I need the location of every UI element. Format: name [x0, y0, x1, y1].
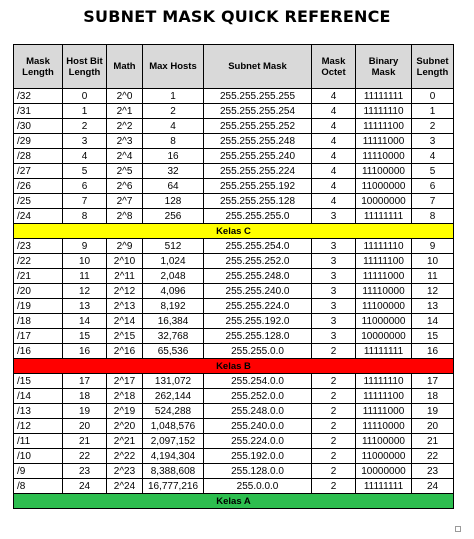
- table-row: [14, 194, 454, 209]
- cell-mask-octet: 3: [312, 314, 356, 329]
- cell-mask-octet: 2: [312, 389, 356, 404]
- cell-mask-octet: 4: [312, 164, 356, 179]
- cell-mask-octet: 3: [312, 239, 356, 254]
- cell-mask-octet: 4: [312, 149, 356, 164]
- cell-math: 2^8: [107, 209, 143, 224]
- cell-math: 2^20: [107, 419, 143, 434]
- cell-mask-octet: 2: [312, 404, 356, 419]
- cell-subnet-length: 7: [412, 194, 454, 209]
- column-header-mask-octet: Mask Octet: [312, 45, 356, 89]
- column-header-mask-length: Mask Length: [14, 45, 63, 89]
- column-header-math: Math: [107, 45, 143, 89]
- cell-max-hosts: 8,192: [143, 299, 204, 314]
- cell-subnet-mask: 255.252.0.0: [204, 389, 312, 404]
- column-header-subnet-length: Subnet Length: [412, 45, 454, 89]
- cell-host-bit-length: 14: [63, 314, 107, 329]
- column-header-subnet-mask: Subnet Mask: [204, 45, 312, 89]
- cell-subnet-length: 12: [412, 284, 454, 299]
- cell-host-bit-length: 1: [63, 104, 107, 119]
- cell-mask-length: /27: [14, 164, 63, 179]
- cell-binary-mask: 11111000: [356, 269, 412, 284]
- cell-subnet-mask: 255.255.240.0: [204, 284, 312, 299]
- cell-mask-octet: 4: [312, 134, 356, 149]
- cell-subnet-mask: 255.255.255.255: [204, 89, 312, 104]
- cell-host-bit-length: 5: [63, 164, 107, 179]
- cell-subnet-mask: 255.255.255.254: [204, 104, 312, 119]
- cell-subnet-length: 0: [412, 89, 454, 104]
- table-row: [14, 134, 454, 149]
- cell-host-bit-length: 21: [63, 434, 107, 449]
- cell-subnet-mask: 255.255.255.224: [204, 164, 312, 179]
- cell-subnet-mask: 255.192.0.0: [204, 449, 312, 464]
- cell-mask-length: /23: [14, 239, 63, 254]
- cell-binary-mask: 11111000: [356, 134, 412, 149]
- cell-max-hosts: 2,097,152: [143, 434, 204, 449]
- table-row: [14, 89, 454, 104]
- cell-max-hosts: 64: [143, 179, 204, 194]
- cell-binary-mask: 11111110: [356, 239, 412, 254]
- cell-host-bit-length: 16: [63, 344, 107, 359]
- cell-subnet-mask: 255.255.255.0: [204, 209, 312, 224]
- cell-mask-octet: 2: [312, 419, 356, 434]
- cell-subnet-length: 10: [412, 254, 454, 269]
- cell-binary-mask: 11100000: [356, 299, 412, 314]
- cell-binary-mask: 10000000: [356, 194, 412, 209]
- cell-mask-length: /21: [14, 269, 63, 284]
- cell-max-hosts: 1,048,576: [143, 419, 204, 434]
- cell-mask-length: /31: [14, 104, 63, 119]
- cell-subnet-mask: 255.255.252.0: [204, 254, 312, 269]
- cell-mask-length: /15: [14, 374, 63, 389]
- table-row: [14, 104, 454, 119]
- table-row: [14, 269, 454, 284]
- cell-host-bit-length: 0: [63, 89, 107, 104]
- cell-mask-length: /12: [14, 419, 63, 434]
- cell-math: 2^15: [107, 329, 143, 344]
- class-separator-row: [14, 494, 454, 509]
- cell-subnet-length: 3: [412, 134, 454, 149]
- cell-mask-octet: 2: [312, 374, 356, 389]
- cell-mask-length: /24: [14, 209, 63, 224]
- cell-mask-octet: 2: [312, 464, 356, 479]
- cell-math: 2^13: [107, 299, 143, 314]
- cell-max-hosts: 524,288: [143, 404, 204, 419]
- cell-subnet-mask: 255.255.255.248: [204, 134, 312, 149]
- table-row: [14, 284, 454, 299]
- class-label: Kelas A: [14, 494, 454, 509]
- cell-host-bit-length: 6: [63, 179, 107, 194]
- cell-mask-octet: 3: [312, 299, 356, 314]
- cell-host-bit-length: 8: [63, 209, 107, 224]
- cell-mask-length: /10: [14, 449, 63, 464]
- cell-max-hosts: 8,388,608: [143, 464, 204, 479]
- class-label: Kelas C: [14, 224, 454, 239]
- cell-mask-octet: 3: [312, 269, 356, 284]
- cell-subnet-length: 17: [412, 374, 454, 389]
- cell-math: 2^6: [107, 179, 143, 194]
- cell-math: 2^10: [107, 254, 143, 269]
- cell-max-hosts: 32,768: [143, 329, 204, 344]
- cell-max-hosts: 1: [143, 89, 204, 104]
- table-row: [14, 239, 454, 254]
- cell-binary-mask: 11111100: [356, 254, 412, 269]
- cell-subnet-length: 9: [412, 239, 454, 254]
- cell-math: 2^7: [107, 194, 143, 209]
- cell-math: 2^16: [107, 344, 143, 359]
- cell-mask-length: /8: [14, 479, 63, 494]
- cell-math: 2^22: [107, 449, 143, 464]
- cell-host-bit-length: 20: [63, 419, 107, 434]
- cell-subnet-mask: 255.255.254.0: [204, 239, 312, 254]
- cell-mask-length: /11: [14, 434, 63, 449]
- table-row: [14, 209, 454, 224]
- cell-binary-mask: 11111111: [356, 89, 412, 104]
- cell-host-bit-length: 19: [63, 404, 107, 419]
- table-row: [14, 119, 454, 134]
- cell-binary-mask: 11100000: [356, 164, 412, 179]
- cell-subnet-mask: 255.255.255.192: [204, 179, 312, 194]
- cell-binary-mask: 11111110: [356, 374, 412, 389]
- cell-mask-length: /25: [14, 194, 63, 209]
- cell-mask-length: /32: [14, 89, 63, 104]
- cell-subnet-mask: 255.254.0.0: [204, 374, 312, 389]
- table-row: [14, 389, 454, 404]
- cell-binary-mask: 11111100: [356, 119, 412, 134]
- cell-mask-length: /13: [14, 404, 63, 419]
- cell-subnet-length: 15: [412, 329, 454, 344]
- table-row: [14, 344, 454, 359]
- cell-mask-length: /30: [14, 119, 63, 134]
- cell-mask-octet: 3: [312, 329, 356, 344]
- table-row: [14, 374, 454, 389]
- cell-mask-length: /28: [14, 149, 63, 164]
- table-row: [14, 149, 454, 164]
- cell-host-bit-length: 3: [63, 134, 107, 149]
- cell-mask-octet: 4: [312, 119, 356, 134]
- page-corner-marker: [455, 526, 461, 532]
- cell-binary-mask: 11110000: [356, 149, 412, 164]
- cell-mask-octet: 3: [312, 209, 356, 224]
- cell-host-bit-length: 22: [63, 449, 107, 464]
- cell-subnet-length: 21: [412, 434, 454, 449]
- cell-math: 2^3: [107, 134, 143, 149]
- table-row: [14, 419, 454, 434]
- cell-host-bit-length: 12: [63, 284, 107, 299]
- cell-binary-mask: 11100000: [356, 434, 412, 449]
- cell-math: 2^1: [107, 104, 143, 119]
- class-separator-row: [14, 359, 454, 374]
- cell-host-bit-length: 10: [63, 254, 107, 269]
- cell-math: 2^18: [107, 389, 143, 404]
- cell-binary-mask: 11111000: [356, 404, 412, 419]
- cell-max-hosts: 16,384: [143, 314, 204, 329]
- cell-binary-mask: 11000000: [356, 179, 412, 194]
- cell-subnet-mask: 255.128.0.0: [204, 464, 312, 479]
- column-header-max-hosts: Max Hosts: [143, 45, 204, 89]
- cell-max-hosts: 65,536: [143, 344, 204, 359]
- cell-max-hosts: 32: [143, 164, 204, 179]
- cell-binary-mask: 11000000: [356, 449, 412, 464]
- cell-binary-mask: 10000000: [356, 329, 412, 344]
- cell-subnet-length: 24: [412, 479, 454, 494]
- cell-host-bit-length: 9: [63, 239, 107, 254]
- table-row: [14, 404, 454, 419]
- cell-max-hosts: 128: [143, 194, 204, 209]
- cell-subnet-mask: 255.255.248.0: [204, 269, 312, 284]
- table-body: [14, 89, 454, 509]
- cell-binary-mask: 11111111: [356, 344, 412, 359]
- table-row: [14, 314, 454, 329]
- cell-mask-length: /14: [14, 389, 63, 404]
- cell-host-bit-length: 2: [63, 119, 107, 134]
- cell-subnet-length: 11: [412, 269, 454, 284]
- cell-mask-length: /19: [14, 299, 63, 314]
- cell-subnet-length: 13: [412, 299, 454, 314]
- cell-subnet-length: 14: [412, 314, 454, 329]
- cell-subnet-mask: 255.255.255.252: [204, 119, 312, 134]
- cell-math: 2^14: [107, 314, 143, 329]
- table-row: [14, 464, 454, 479]
- cell-subnet-mask: 255.255.128.0: [204, 329, 312, 344]
- cell-mask-length: /18: [14, 314, 63, 329]
- table-row: [14, 254, 454, 269]
- cell-mask-octet: 3: [312, 254, 356, 269]
- cell-max-hosts: 16,777,216: [143, 479, 204, 494]
- cell-subnet-length: 8: [412, 209, 454, 224]
- cell-host-bit-length: 15: [63, 329, 107, 344]
- cell-subnet-length: 18: [412, 389, 454, 404]
- column-header-host-bit-length: Host Bit Length: [63, 45, 107, 89]
- cell-subnet-length: 6: [412, 179, 454, 194]
- cell-math: 2^4: [107, 149, 143, 164]
- cell-binary-mask: 11110000: [356, 419, 412, 434]
- cell-math: 2^11: [107, 269, 143, 284]
- cell-subnet-length: 23: [412, 464, 454, 479]
- page-title: SUBNET MASK QUICK REFERENCE: [83, 7, 391, 26]
- cell-subnet-mask: 255.0.0.0: [204, 479, 312, 494]
- cell-max-hosts: 8: [143, 134, 204, 149]
- class-separator-row: [14, 224, 454, 239]
- cell-math: 2^9: [107, 239, 143, 254]
- cell-host-bit-length: 24: [63, 479, 107, 494]
- cell-subnet-length: 5: [412, 164, 454, 179]
- cell-mask-length: /17: [14, 329, 63, 344]
- cell-max-hosts: 512: [143, 239, 204, 254]
- cell-math: 2^17: [107, 374, 143, 389]
- cell-host-bit-length: 18: [63, 389, 107, 404]
- cell-mask-length: /26: [14, 179, 63, 194]
- cell-subnet-mask: 255.255.255.240: [204, 149, 312, 164]
- cell-math: 2^2: [107, 119, 143, 134]
- header-row: [14, 45, 454, 89]
- cell-max-hosts: 1,024: [143, 254, 204, 269]
- cell-mask-octet: 4: [312, 194, 356, 209]
- cell-mask-octet: 2: [312, 344, 356, 359]
- cell-mask-octet: 4: [312, 104, 356, 119]
- cell-host-bit-length: 7: [63, 194, 107, 209]
- cell-mask-length: /16: [14, 344, 63, 359]
- cell-binary-mask: 11000000: [356, 314, 412, 329]
- cell-math: 2^23: [107, 464, 143, 479]
- cell-binary-mask: 11111111: [356, 479, 412, 494]
- cell-max-hosts: 4,096: [143, 284, 204, 299]
- cell-mask-length: /22: [14, 254, 63, 269]
- cell-mask-octet: 4: [312, 179, 356, 194]
- cell-binary-mask: 11111100: [356, 389, 412, 404]
- cell-max-hosts: 262,144: [143, 389, 204, 404]
- cell-mask-octet: 2: [312, 479, 356, 494]
- subnet-reference-table: [13, 44, 454, 509]
- cell-math: 2^19: [107, 404, 143, 419]
- cell-mask-octet: 4: [312, 89, 356, 104]
- cell-subnet-mask: 255.240.0.0: [204, 419, 312, 434]
- cell-max-hosts: 2,048: [143, 269, 204, 284]
- column-header-binary-mask: Binary Mask: [356, 45, 412, 89]
- table-row: [14, 434, 454, 449]
- cell-max-hosts: 16: [143, 149, 204, 164]
- cell-subnet-length: 16: [412, 344, 454, 359]
- cell-mask-length: /29: [14, 134, 63, 149]
- cell-max-hosts: 4: [143, 119, 204, 134]
- cell-math: 2^5: [107, 164, 143, 179]
- cell-subnet-length: 19: [412, 404, 454, 419]
- cell-mask-length: /9: [14, 464, 63, 479]
- cell-math: 2^0: [107, 89, 143, 104]
- table-row: [14, 329, 454, 344]
- cell-host-bit-length: 13: [63, 299, 107, 314]
- table-row: [14, 449, 454, 464]
- cell-math: 2^12: [107, 284, 143, 299]
- cell-binary-mask: 10000000: [356, 464, 412, 479]
- cell-max-hosts: 256: [143, 209, 204, 224]
- cell-subnet-length: 22: [412, 449, 454, 464]
- table-header: [14, 45, 454, 89]
- table-row: [14, 479, 454, 494]
- table-row: [14, 164, 454, 179]
- class-label: Kelas B: [14, 359, 454, 374]
- cell-host-bit-length: 23: [63, 464, 107, 479]
- cell-binary-mask: 11110000: [356, 284, 412, 299]
- cell-subnet-mask: 255.224.0.0: [204, 434, 312, 449]
- cell-mask-octet: 2: [312, 434, 356, 449]
- cell-subnet-length: 20: [412, 419, 454, 434]
- cell-subnet-mask: 255.255.255.128: [204, 194, 312, 209]
- cell-subnet-mask: 255.255.0.0: [204, 344, 312, 359]
- cell-mask-octet: 3: [312, 284, 356, 299]
- cell-mask-length: /20: [14, 284, 63, 299]
- cell-host-bit-length: 17: [63, 374, 107, 389]
- cell-subnet-mask: 255.255.192.0: [204, 314, 312, 329]
- cell-host-bit-length: 4: [63, 149, 107, 164]
- cell-host-bit-length: 11: [63, 269, 107, 284]
- cell-math: 2^24: [107, 479, 143, 494]
- cell-subnet-length: 4: [412, 149, 454, 164]
- cell-math: 2^21: [107, 434, 143, 449]
- cell-subnet-mask: 255.255.224.0: [204, 299, 312, 314]
- table-row: [14, 299, 454, 314]
- cell-mask-octet: 2: [312, 449, 356, 464]
- cell-subnet-mask: 255.248.0.0: [204, 404, 312, 419]
- cell-binary-mask: 11111111: [356, 209, 412, 224]
- cell-subnet-length: 2: [412, 119, 454, 134]
- cell-max-hosts: 131,072: [143, 374, 204, 389]
- cell-max-hosts: 4,194,304: [143, 449, 204, 464]
- cell-binary-mask: 11111110: [356, 104, 412, 119]
- table-row: [14, 179, 454, 194]
- cell-subnet-length: 1: [412, 104, 454, 119]
- cell-max-hosts: 2: [143, 104, 204, 119]
